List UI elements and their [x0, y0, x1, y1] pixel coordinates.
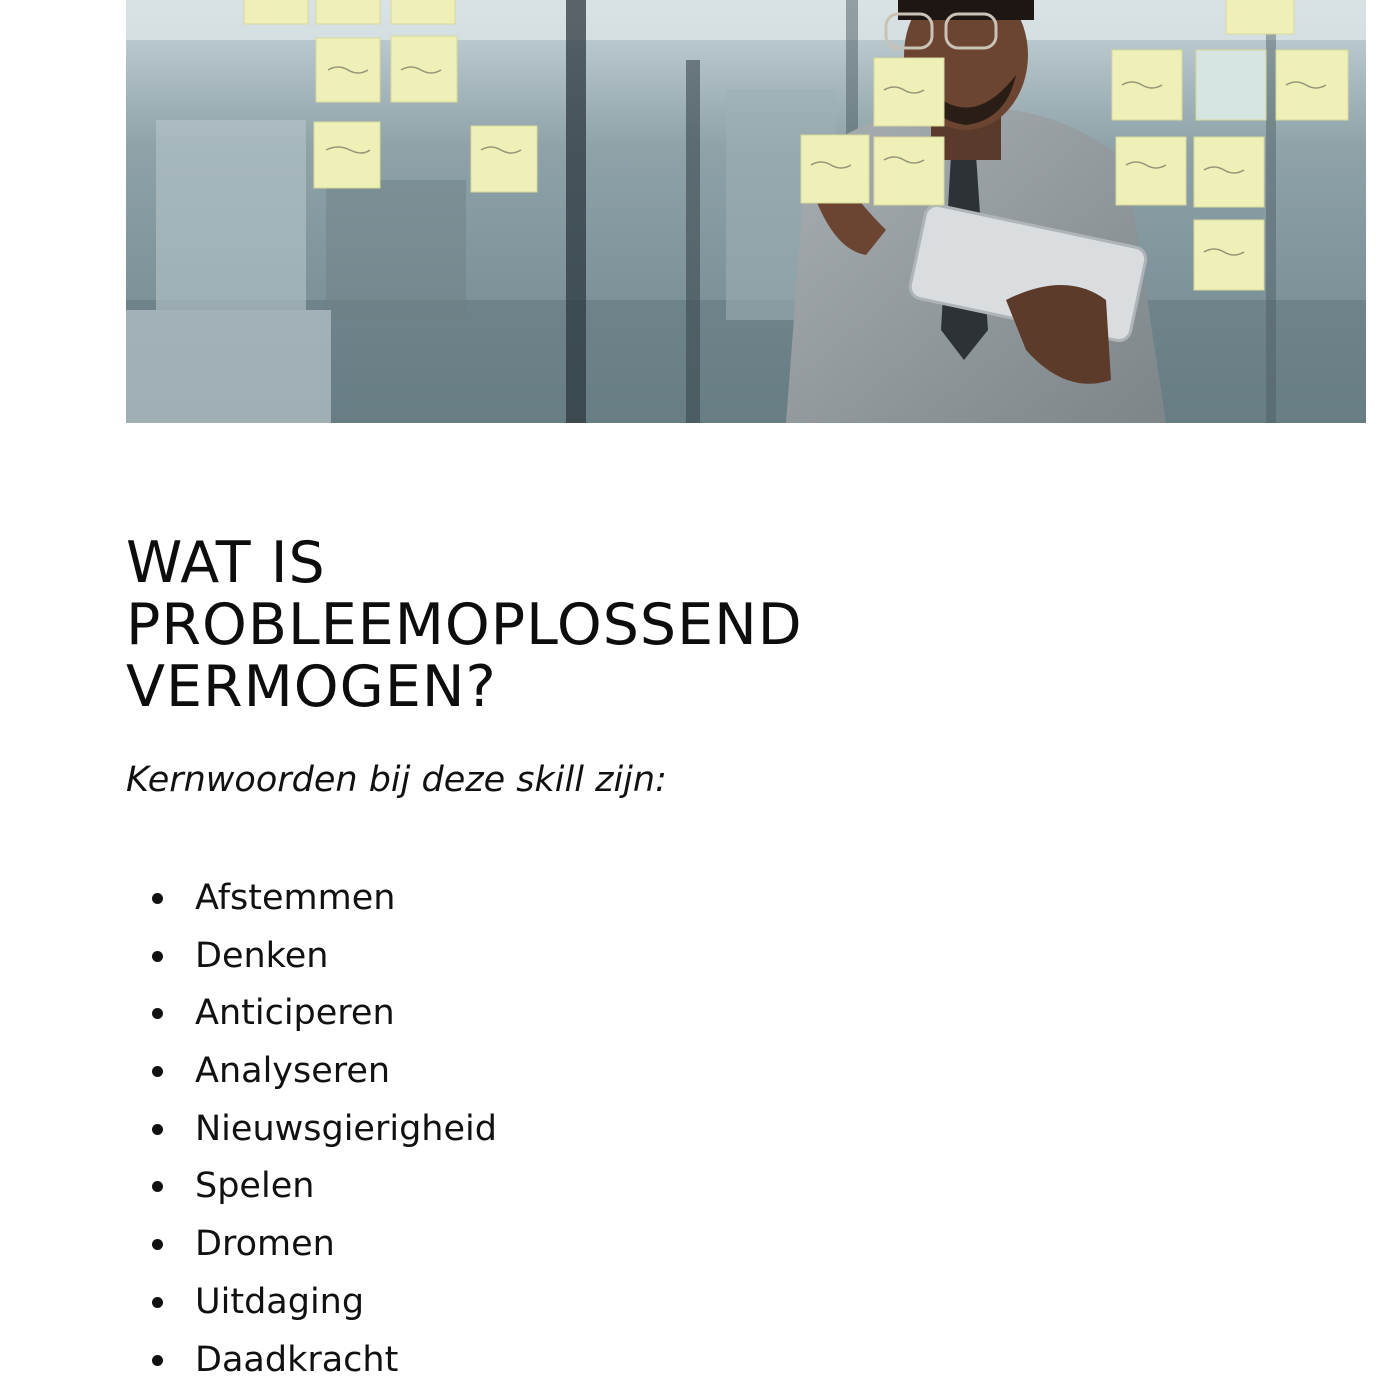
- list-item-label: Daadkracht: [195, 1339, 399, 1380]
- list-item-label: Spelen: [195, 1166, 315, 1207]
- list-item: [126, 986, 497, 1044]
- list-item-label: Analyseren: [195, 1051, 391, 1092]
- bullet-icon: [152, 1181, 163, 1192]
- list-item-label: Afstemmen: [195, 878, 396, 918]
- bullet-icon: [152, 1066, 163, 1077]
- list-item: [126, 1333, 497, 1391]
- bullet-icon: [152, 1355, 163, 1366]
- hero-photo: [126, 0, 1366, 423]
- list-item: [126, 1217, 497, 1275]
- list-item-label: Nieuwsgierigheid: [195, 1108, 497, 1149]
- list-item-label: Uitdaging: [195, 1281, 365, 1322]
- bullet-icon: [152, 1124, 163, 1135]
- bullet-icon: [152, 951, 163, 962]
- bullet-icon: [152, 1297, 163, 1308]
- list-item: [126, 1044, 497, 1102]
- keyword-list: [126, 871, 497, 1390]
- subtitle: Kernwoorden bij deze skill zijn:: [126, 760, 667, 800]
- page-title-line: PROBLEEMOPLOSSEND: [126, 592, 803, 658]
- list-item: [126, 929, 497, 987]
- bullet-icon: [152, 1008, 163, 1019]
- bullet-icon: [152, 1239, 163, 1250]
- list-item-label: Dromen: [195, 1224, 335, 1265]
- bullet-icon: [152, 893, 163, 904]
- list-item: [126, 1275, 497, 1333]
- list-item: [126, 1159, 497, 1217]
- page-title-line: VERMOGEN?: [126, 654, 497, 720]
- page-title: [126, 532, 1026, 718]
- list-item: [126, 1102, 497, 1160]
- page-title-line: WAT IS: [126, 530, 326, 596]
- list-item: [126, 871, 497, 929]
- list-item-label: Denken: [195, 935, 329, 976]
- list-item-label: Anticiperen: [195, 993, 395, 1034]
